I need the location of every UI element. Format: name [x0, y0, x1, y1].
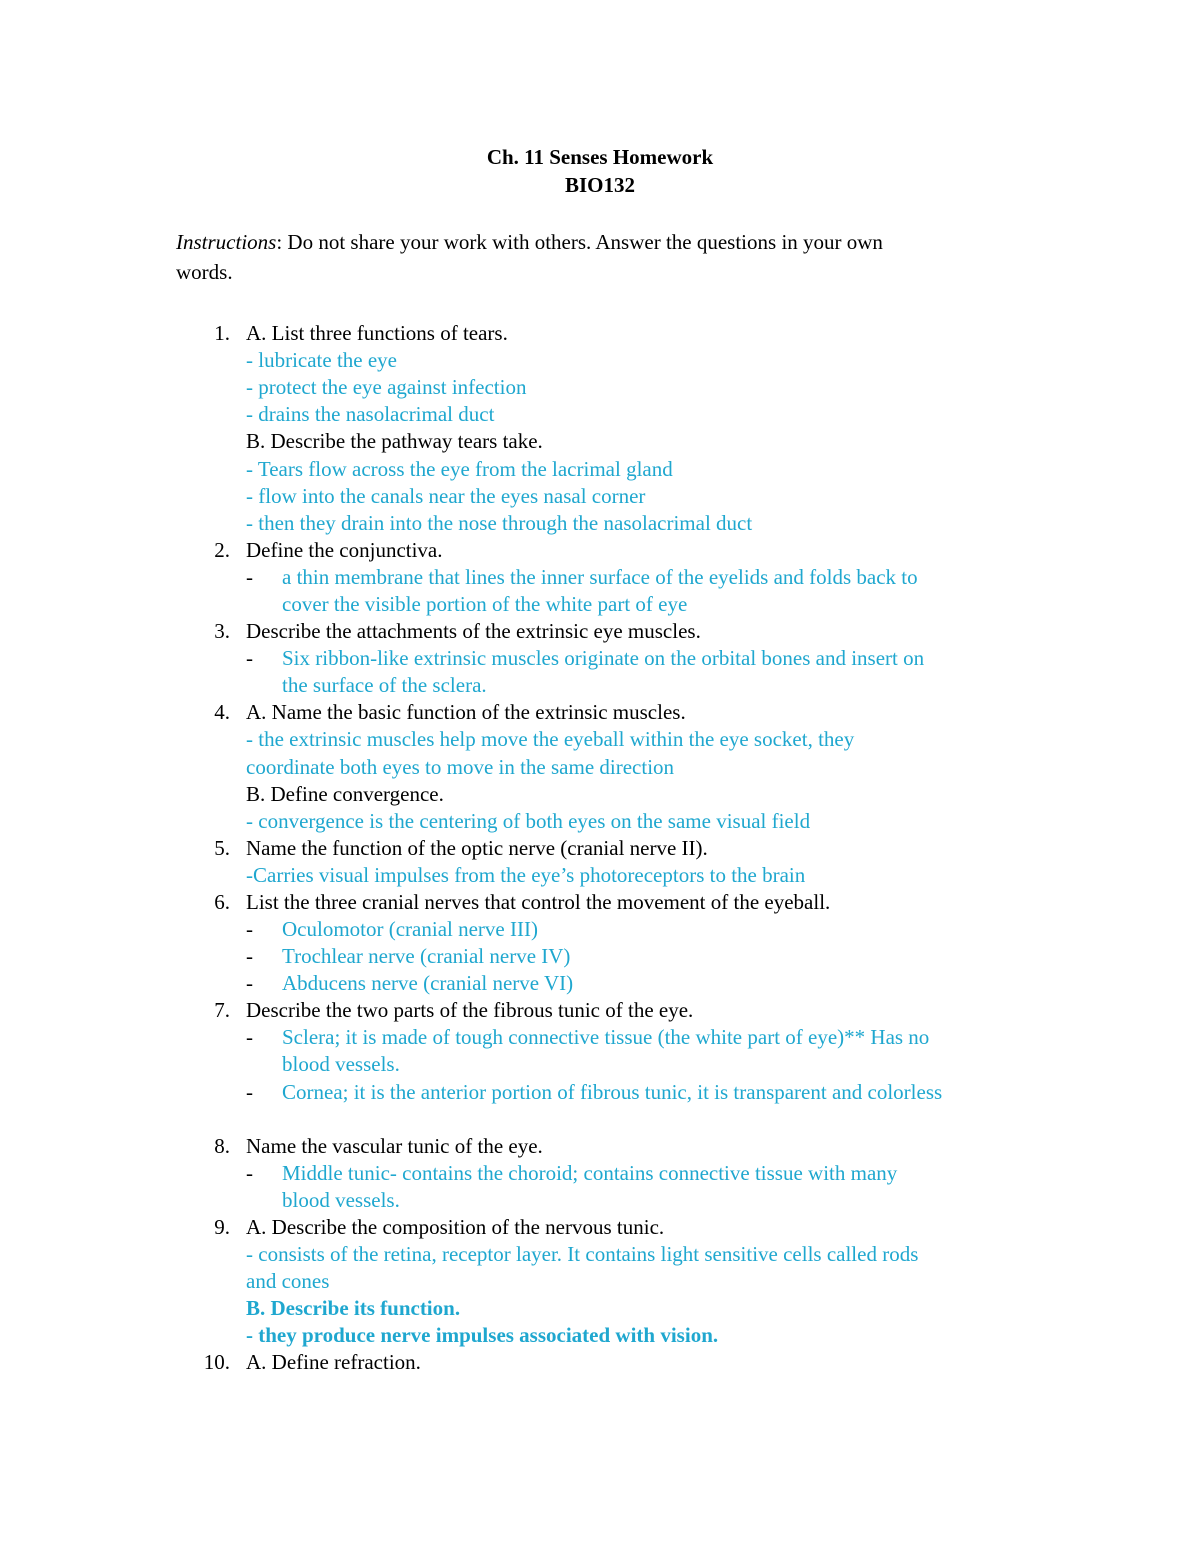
- instructions-label: Instructions: [176, 230, 277, 254]
- answer-line: - drains the nasolacrimal duct: [246, 402, 495, 426]
- bullet-dash: -: [246, 646, 253, 670]
- question-9a: A. Describe the composition of the nervous tunic.: [246, 1215, 665, 1239]
- answer-line: - lubricate the eye: [246, 348, 397, 372]
- question-number: 7.: [214, 998, 230, 1022]
- question-number: 1.: [214, 321, 230, 345]
- answer-line: coordinate both eyes to move in the same direction: [246, 755, 675, 779]
- instructions-text-cont: words.: [176, 260, 233, 284]
- bullet-dash: -: [246, 944, 253, 968]
- answer-line: - the extrinsic muscles help move the eyeball within the eye socket, they: [246, 727, 855, 751]
- answer-line: the surface of the sclera.: [282, 673, 487, 697]
- question-1a: A. List three functions of tears.: [246, 321, 508, 345]
- page-title: Ch. 11 Senses Homework: [486, 145, 714, 169]
- bullet-dash: -: [246, 1025, 253, 1049]
- question-1b: B. Describe the pathway tears take.: [246, 429, 543, 453]
- answer-line: - flow into the canals near the eyes nasal corner: [246, 484, 646, 508]
- answer-line: Cornea; it is the anterior portion of fibrous tunic, it is transparent and colorless: [282, 1080, 943, 1104]
- bullet-dash: -: [246, 971, 253, 995]
- course-code: BIO132: [564, 173, 635, 197]
- instructions-text: : Do not share your work with others. Answer the questions in your own: [276, 230, 883, 254]
- question-number: 2.: [214, 538, 230, 562]
- question-number: 9.: [214, 1215, 230, 1239]
- answer-line: a thin membrane that lines the inner surface of the eyelids and folds back to: [282, 565, 918, 589]
- question-number: 4.: [214, 700, 230, 724]
- question-4a: A. Name the basic function of the extrinsic muscles.: [246, 700, 686, 724]
- answer-line: - consists of the retina, receptor layer. It contains light sensitive cells called rods: [246, 1242, 919, 1266]
- question-number: 6.: [214, 890, 230, 914]
- question-10a: A. Define refraction.: [246, 1350, 421, 1374]
- answer-line: - they produce nerve impulses associated with vision.: [246, 1323, 719, 1347]
- question-6: List the three cranial nerves that control the movement of the eyeball.: [246, 890, 831, 914]
- answer-line: Abducens nerve (cranial nerve VI): [282, 971, 574, 995]
- bullet-dash: -: [246, 1161, 253, 1185]
- question-3: Describe the attachments of the extrinsic eye muscles.: [246, 619, 701, 643]
- question-2: Define the conjunctiva.: [246, 538, 443, 562]
- question-number: 5.: [214, 836, 230, 860]
- answer-line: -Carries visual impulses from the eye’s photoreceptors to the brain: [246, 863, 806, 887]
- question-4b: B. Define convergence.: [246, 782, 444, 806]
- bullet-dash: -: [246, 565, 253, 589]
- answer-line: and cones: [246, 1269, 330, 1293]
- question-number: 8.: [214, 1134, 230, 1158]
- question-8: Name the vascular tunic of the eye.: [246, 1134, 543, 1158]
- question-5: Name the function of the optic nerve (cranial nerve II).: [246, 836, 708, 860]
- answer-line: cover the visible portion of the white part of eye: [282, 592, 688, 616]
- answer-line: Sclera; it is made of tough connective tissue (the white part of eye)** Has no: [282, 1025, 930, 1049]
- answer-line: Six ribbon-like extrinsic muscles originate on the orbital bones and insert on: [282, 646, 925, 670]
- answer-line: Oculomotor (cranial nerve III): [282, 917, 538, 941]
- question-number: 10.: [203, 1350, 230, 1374]
- answer-line: blood vessels.: [282, 1188, 400, 1212]
- answer-line: Middle tunic- contains the choroid; contains connective tissue with many: [282, 1161, 898, 1185]
- question-7: Describe the two parts of the fibrous tunic of the eye.: [246, 998, 694, 1022]
- answer-line: blood vessels.: [282, 1052, 400, 1076]
- answer-line: Trochlear nerve (cranial nerve IV): [282, 944, 571, 968]
- answer-line: - Tears flow across the eye from the lacrimal gland: [246, 457, 673, 481]
- bullet-dash: -: [246, 917, 253, 941]
- question-number: 3.: [214, 619, 230, 643]
- question-9b: B. Describe its function.: [246, 1296, 461, 1320]
- answer-line: - convergence is the centering of both eyes on the same visual field: [246, 809, 811, 833]
- instructions: [176, 227, 1006, 287]
- answer-line: - then they drain into the nose through the nasolacrimal duct: [246, 511, 753, 535]
- answer-line: - protect the eye against infection: [246, 375, 527, 399]
- bullet-dash: -: [246, 1080, 253, 1104]
